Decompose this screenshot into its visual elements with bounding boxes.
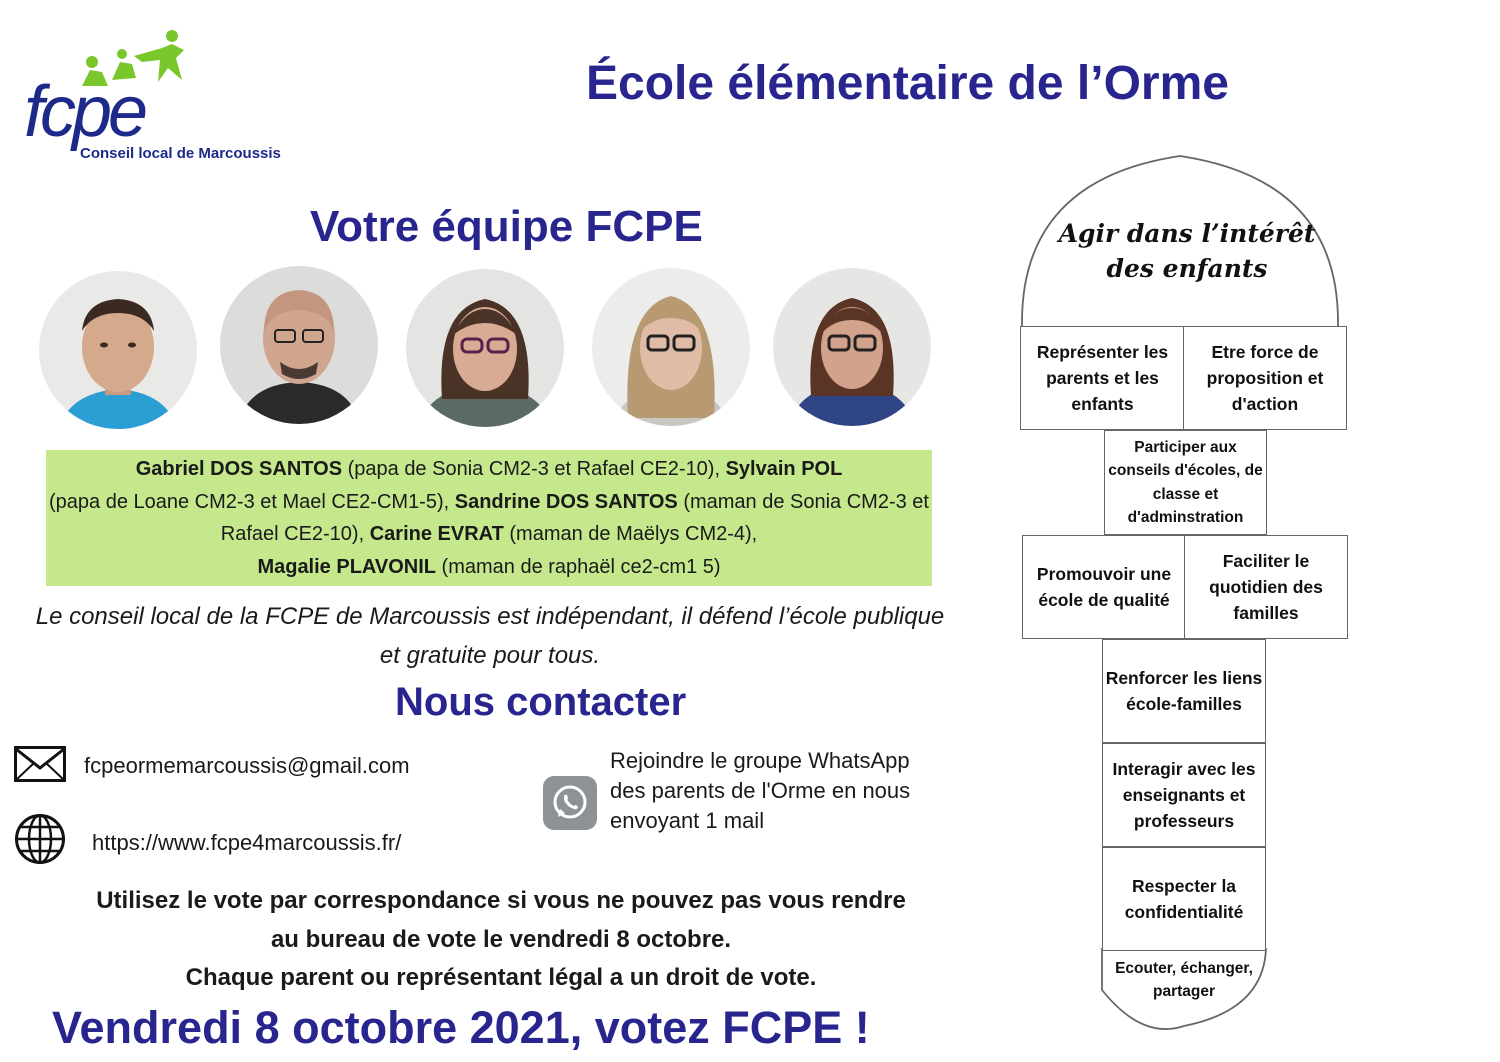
member-name: Magalie PLAVONIL <box>257 555 436 578</box>
member-name: Gabriel DOS SANTOS <box>135 458 343 480</box>
vote-slogan: Vendredi 8 octobre 2021, votez FCPE ! <box>52 1002 870 1053</box>
member-desc: (maman de raphaël ce2-cm1 5) <box>435 555 721 578</box>
whatsapp-icon <box>543 776 597 835</box>
school-title: École élémentaire de l’Orme <box>586 57 1229 110</box>
team-members-list <box>46 450 932 586</box>
member-desc: (maman de Sonia CM2-3 et Rafael CE2-10), <box>220 490 929 545</box>
member-photo-1 <box>39 271 197 429</box>
fcpe-logo <box>22 28 312 168</box>
member-photo-4 <box>592 268 750 426</box>
independence-statement: Le conseil local de la FCPE de Marcoussis est indépendant, il défend l’école publique et gratuite pour tous. <box>35 603 945 669</box>
vote-line-3: Chaque parent ou représentant légal a un droit de vote. <box>185 964 817 991</box>
contact-website[interactable]: https://www.fcpe4marcoussis.fr/ <box>92 830 402 855</box>
logo-wordmark: fcpe <box>24 72 145 152</box>
vote-instructions <box>0 882 1002 998</box>
vote-line-1: Utilisez le vote par correspondance si vous ne pouvez pas vous rendre <box>96 887 906 914</box>
member-desc: (papa de Loane CM2-3 et Mael CE2-CM1-5), <box>49 490 455 513</box>
contact-title: Nous contacter <box>395 680 687 724</box>
hopscotch-cell: Respecter la confidentialité <box>1102 847 1266 951</box>
member-name: Sandrine DOS SANTOS <box>454 490 678 513</box>
hopscotch-head: Agir dans l’intérêt des enfants <box>1058 219 1316 283</box>
hopscotch-cell: Participer aux conseils d'écoles, de classe et d'adminstration <box>1104 430 1267 535</box>
member-photo-5 <box>773 268 931 426</box>
envelope-icon <box>14 746 66 787</box>
whatsapp-invite: Rejoindre le groupe WhatsApp des parents de l'Orme en nous envoyant 1 mail <box>610 748 911 833</box>
contact-email[interactable]: fcpeormemarcoussis@gmail.com <box>84 753 410 778</box>
member-photo-3 <box>406 269 564 427</box>
hopscotch-diagram <box>1012 150 1362 1035</box>
hopscotch-cell: Ecouter, échanger, partager <box>1115 959 1253 1000</box>
hopscotch-cell: Etre force de proposition et d'action <box>1183 326 1347 430</box>
hopscotch-cell: Promouvoir une école de qualité <box>1022 535 1186 639</box>
hopscotch-cell: Renforcer les liens école-familles <box>1102 639 1266 743</box>
vote-line-2: au bureau de vote le vendredi 8 octobre. <box>270 925 732 953</box>
member-desc: (maman de Maëlys CM2-4), <box>503 523 758 545</box>
member-name: Sylvain POL <box>725 458 843 480</box>
hopscotch-cell: Faciliter le quotidien des familles <box>1184 535 1348 639</box>
hopscotch-cell: Représenter les parents et les enfants <box>1020 326 1185 430</box>
logo-subtitle: Conseil local de Marcoussis <box>80 145 281 162</box>
member-desc: (papa de Sonia CM2-3 et Rafael CE2-10), <box>342 458 726 480</box>
globe-icon <box>14 813 66 870</box>
member-name: Carine EVRAT <box>369 523 504 545</box>
team-title: Votre équipe FCPE <box>310 202 703 251</box>
hopscotch-cell: Interagir avec les enseignants et professeurs <box>1102 743 1266 847</box>
member-photo-2 <box>220 266 378 424</box>
